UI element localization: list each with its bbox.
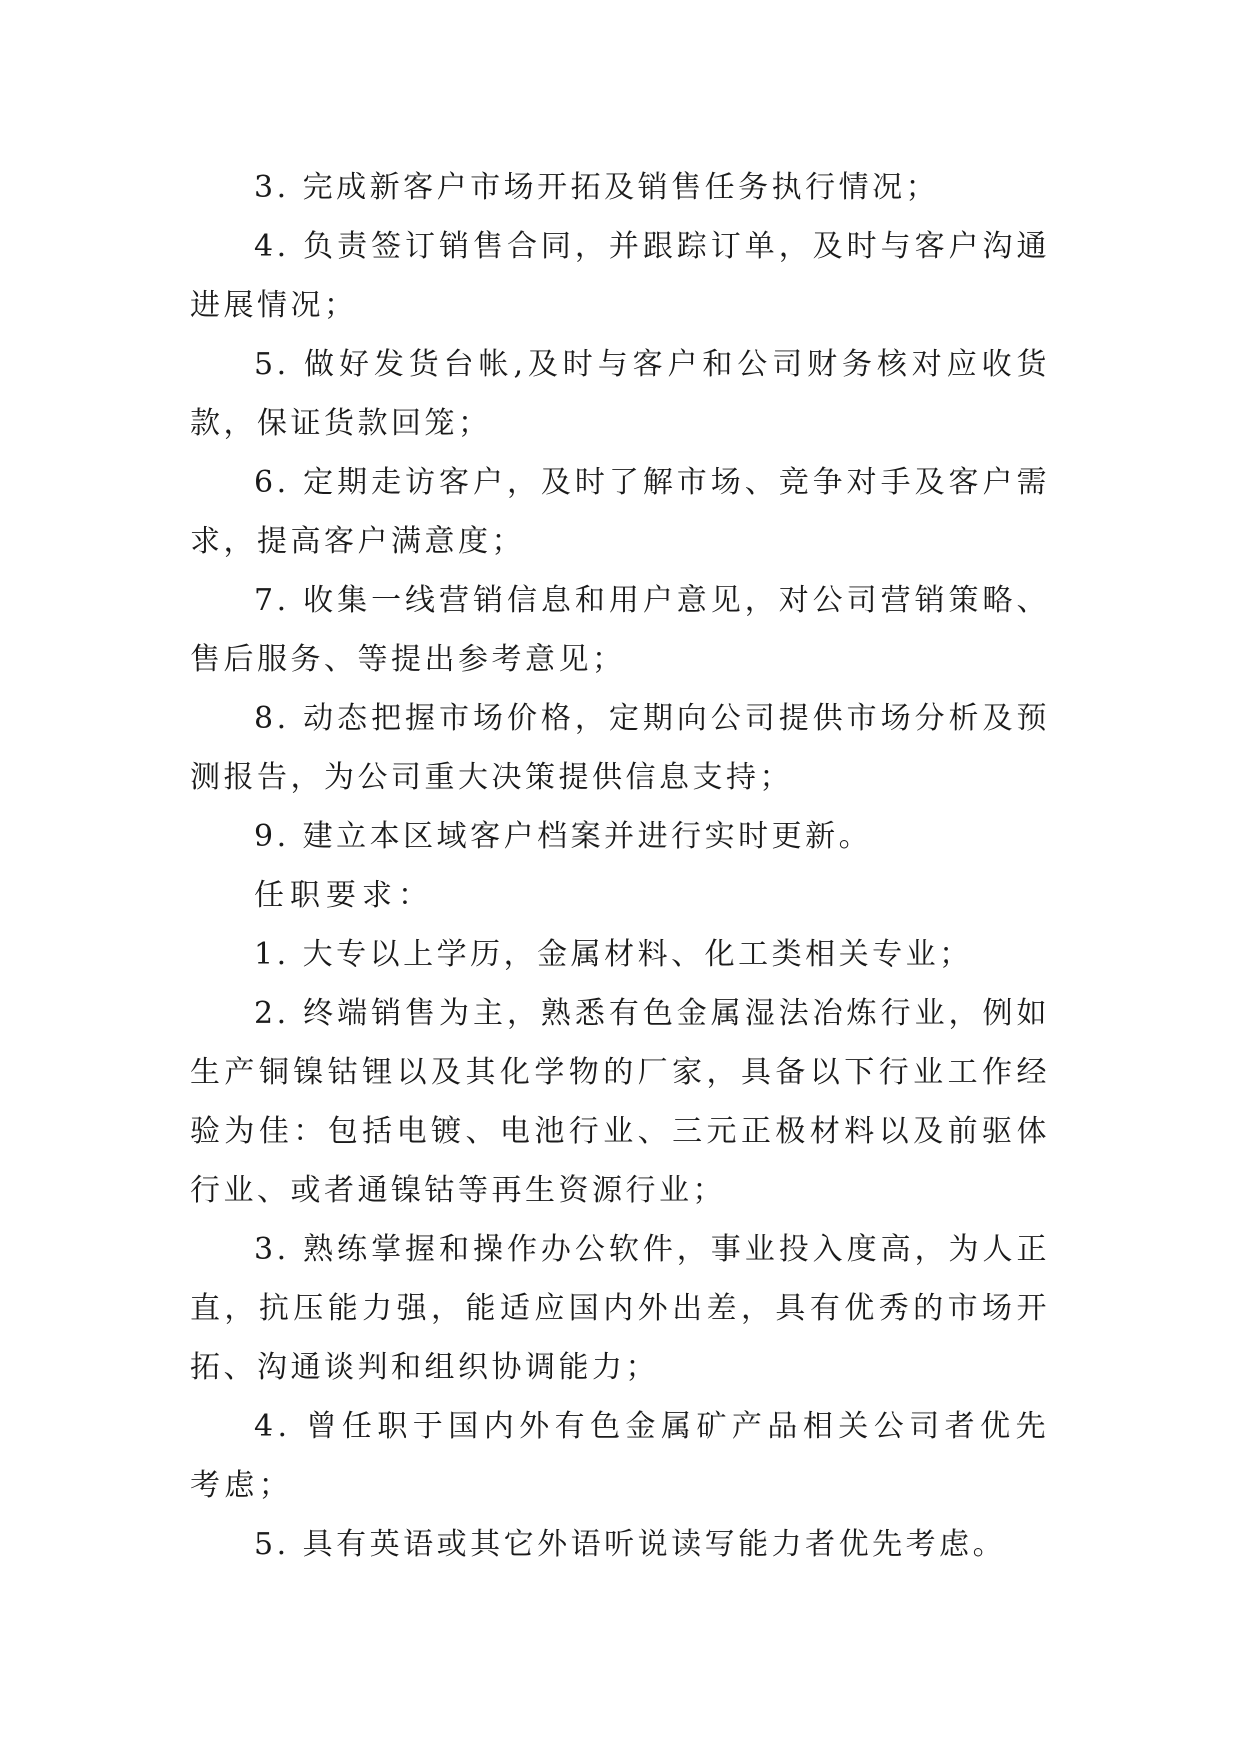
document-body: [190, 158, 1050, 1574]
paragraph-duty-9: 9. 建立本区域客户档案并进行实时更新。: [254, 819, 873, 854]
paragraph-requirement-5: 5. 具有英语或其它外语听说读写能力者优先考虑。: [254, 1527, 1007, 1562]
paragraph-duty-7: 7. 收集一线营销信息和用户意见，对公司营销策略、售后服务、等提出参考意见；: [190, 583, 1050, 677]
paragraph-requirement-3: 3. 熟练掌握和操作办公软件，事业投入度高，为人正直，抗压能力强，能适应国内外出差，具有优秀的市场开拓、沟通谈判和组织协调能力；: [190, 1232, 1050, 1385]
paragraph-duty-6: 6. 定期走访客户，及时了解市场、竞争对手及客户需求，提高客户满意度；: [190, 465, 1050, 559]
paragraph-duty-8: 8. 动态把握市场价格，定期向公司提供市场分析及预测报告，为公司重大决策提供信息支持；: [190, 701, 1050, 795]
paragraph-requirement-4: 4. 曾任职于国内外有色金属矿产品相关公司者优先考虑；: [190, 1409, 1050, 1503]
paragraph-duty-4: 4. 负责签订销售合同，并跟踪订单，及时与客户沟通进展情况；: [190, 229, 1050, 323]
paragraph-duty-5: 5. 做好发货台帐,及时与客户和公司财务核对应收货款，保证货款回笼；: [190, 347, 1050, 441]
paragraph-requirement-1: 1. 大专以上学历，金属材料、化工类相关专业；: [254, 937, 973, 972]
paragraph-duty-3: 3. 完成新客户市场开拓及销售任务执行情况；: [254, 170, 940, 205]
paragraph-requirement-2: 2. 终端销售为主，熟悉有色金属湿法冶炼行业，例如生产铜镍钴锂以及其化学物的厂家，具备以下行业工作经验为佳：包括电镀、电池行业、三元正极材料以及前驱体行业、或者通镍钴等再生资源行业；: [190, 996, 1050, 1208]
section-heading-requirements: 任职要求：: [254, 878, 434, 913]
